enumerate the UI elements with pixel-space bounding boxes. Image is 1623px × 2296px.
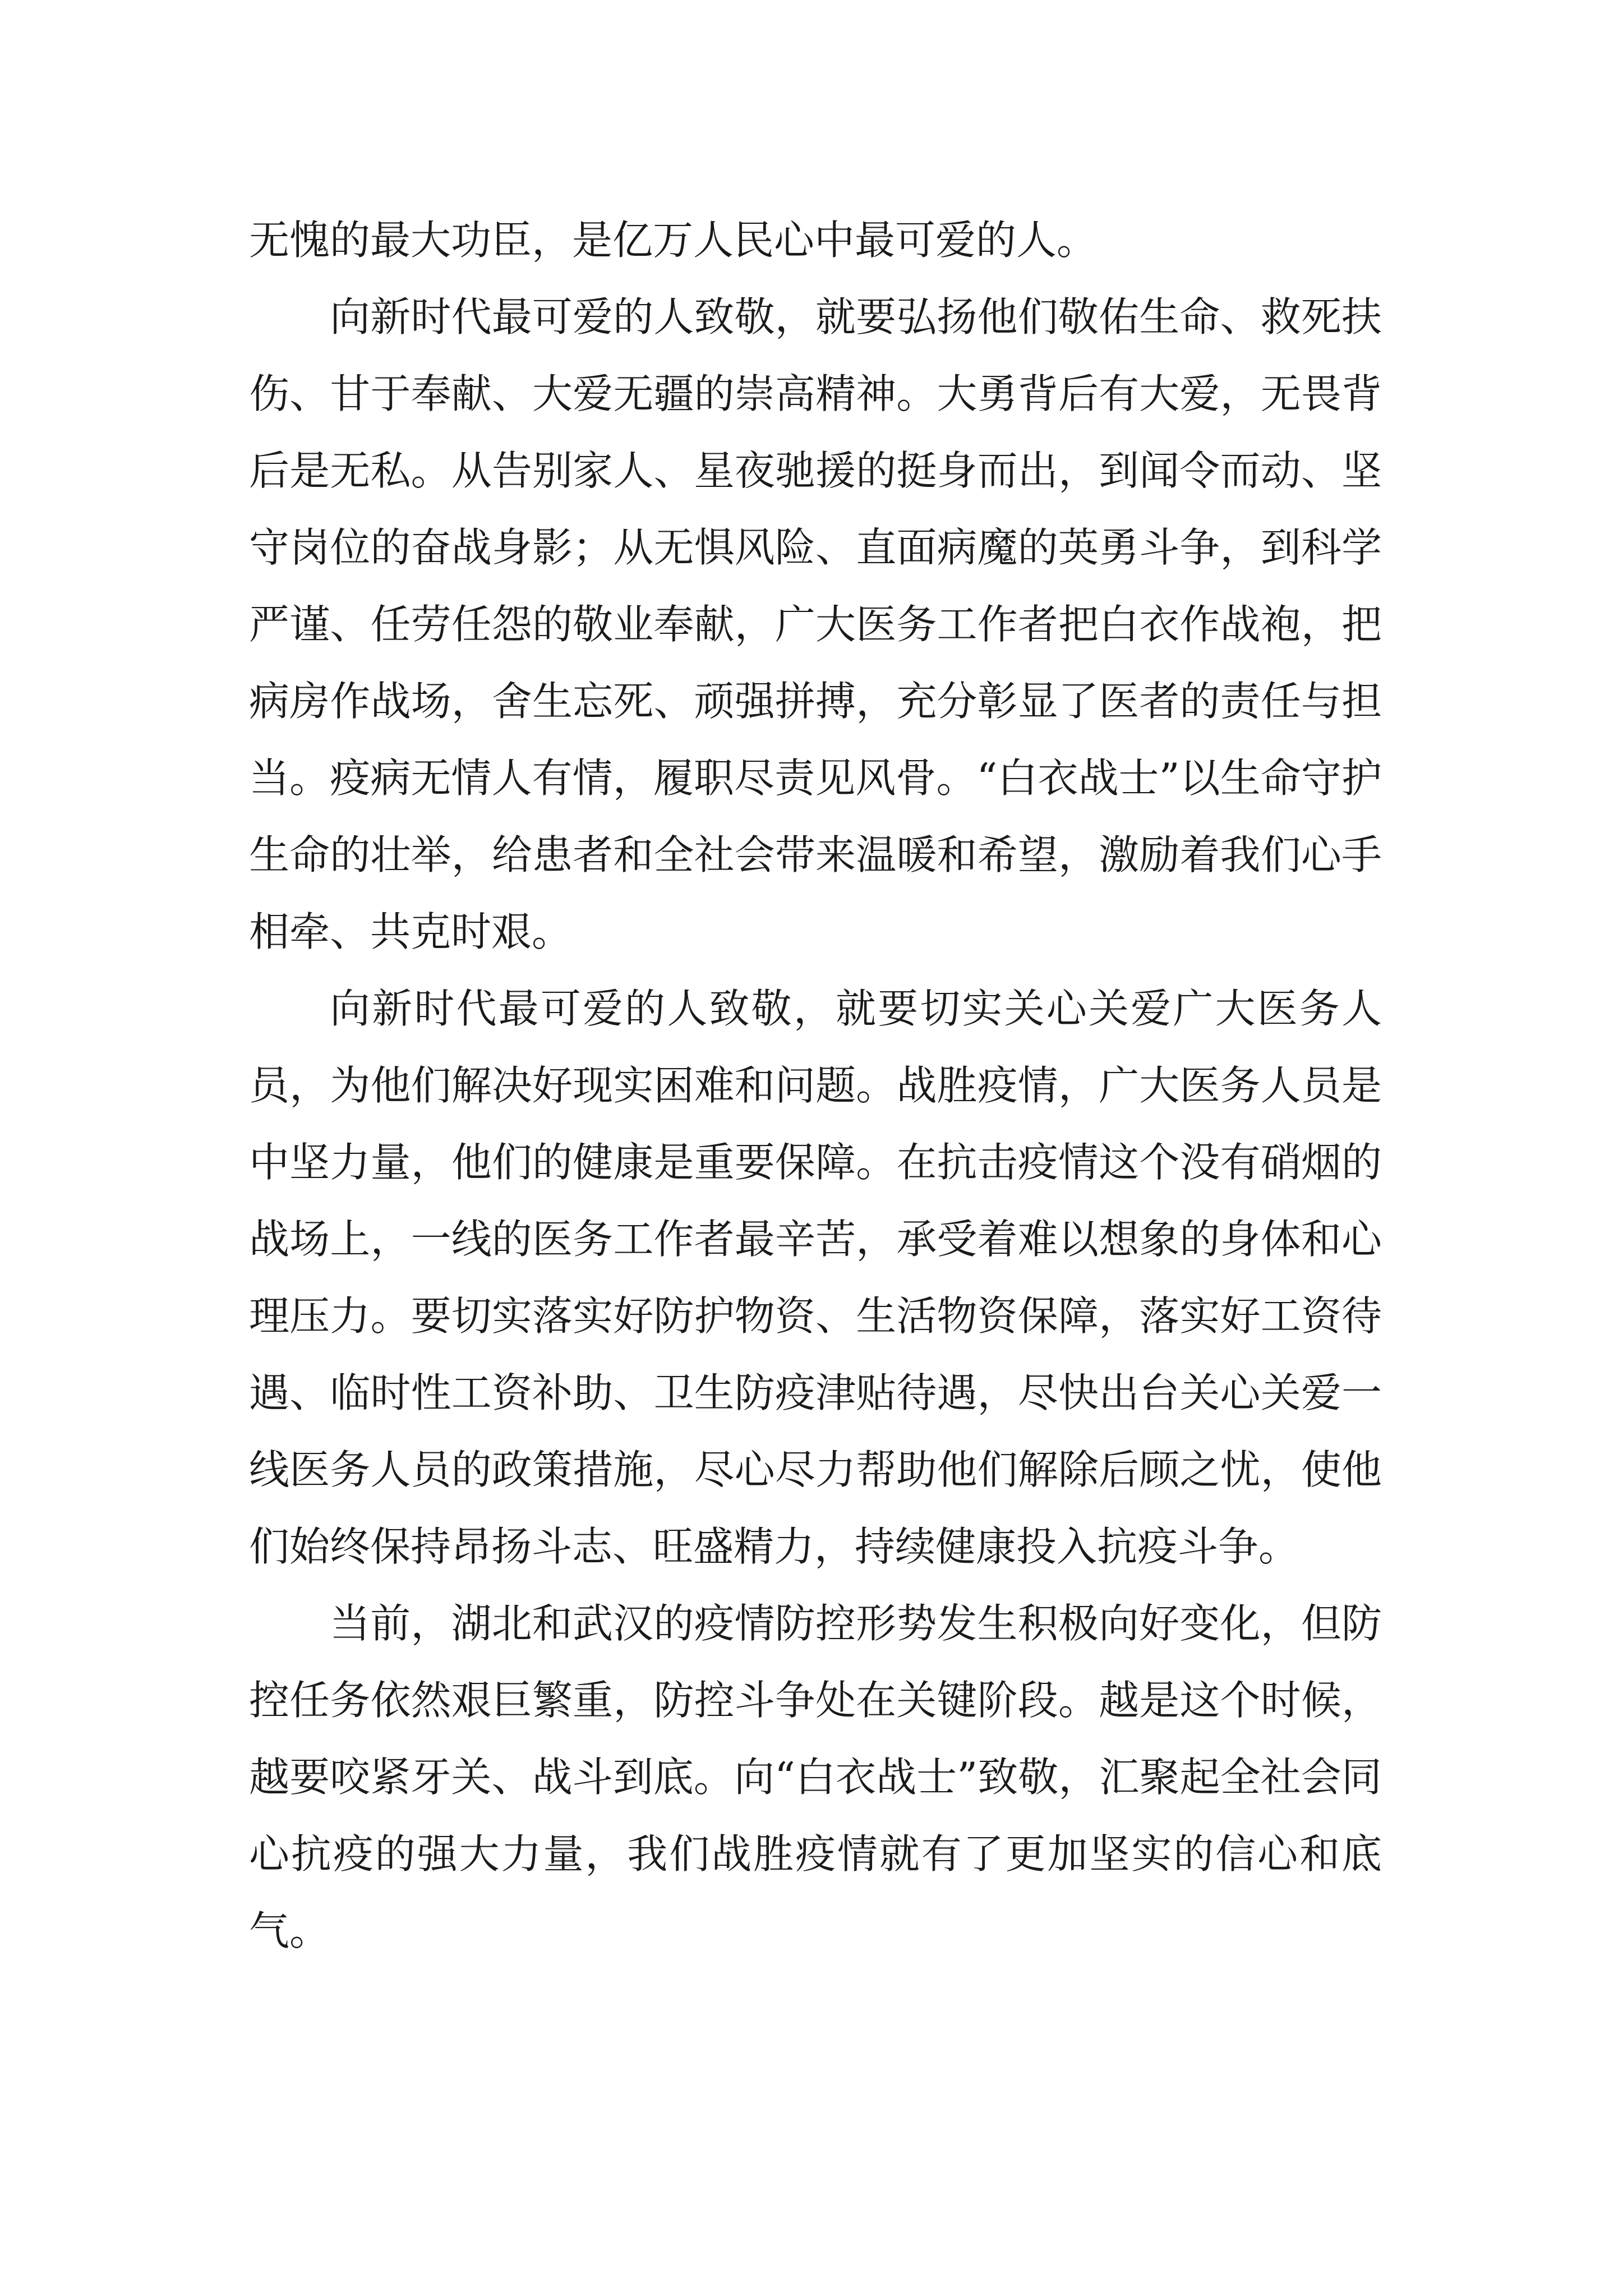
paragraph-salute-care: 向新时代最可爱的人致敬，就要切实关心关爱广大医务人员，为他们解决好现实困难和问题。战胜疫情，广大医务人员是中坚力量，他们的健康是重要保障。在抗击疫情这个没有硝烟的战场上，一线的医务工作者最辛苦，承受着难以想象的身体和心理压力。要切实落实好防护物资、生活物资保障，落实好工资待遇、临时性工资补助、卫生防疫津贴待遇，尽快出台关心关爱一线医务人员的政策措施，尽心尽力帮助他们解除后顾之忧，使他们始终保持昂扬斗志、旺盛精力，持续健康投入抗疫斗争。 — [249, 985, 1382, 1570]
paragraph-current-situation: 当前，湖北和武汉的疫情防控形势发生积极向好变化，但防控任务依然艰巨繁重，防控斗争处在关键阶段。越是这个时候，越要咬紧牙关、战斗到底。向“白衣战士”致敬，汇聚起全社会同心抗疫的强大力量，我们战胜疫情就有了更加坚实的信心和底气。 — [249, 1600, 1382, 1954]
article-body — [249, 202, 1382, 1970]
paragraph-salute-spirit: 向新时代最可爱的人致敬，就要弘扬他们敬佑生命、救死扶伤、甘于奉献、大爱无疆的崇高精神。大勇背后有大爱，无畏背后是无私。从告别家人、星夜驰援的挺身而出，到闻令而动、坚守岗位的奋战身影；从无惧风险、直面病魔的英勇斗争，到科学严谨、任劳任怨的敬业奉献，广大医务工作者把白衣作战袍，把病房作战场，舍生忘死、顽强拼搏，充分彰显了医者的责任与担当。疫病无情人有情，履职尽责见风骨。“白衣战士”以生命守护生命的壮举，给患者和全社会带来温暖和希望，激励着我们心手相牵、共克时艰。 — [249, 293, 1382, 955]
paragraph-continuation: 无愧的最大功臣，是亿万人民心中最可爱的人。 — [249, 217, 1098, 264]
